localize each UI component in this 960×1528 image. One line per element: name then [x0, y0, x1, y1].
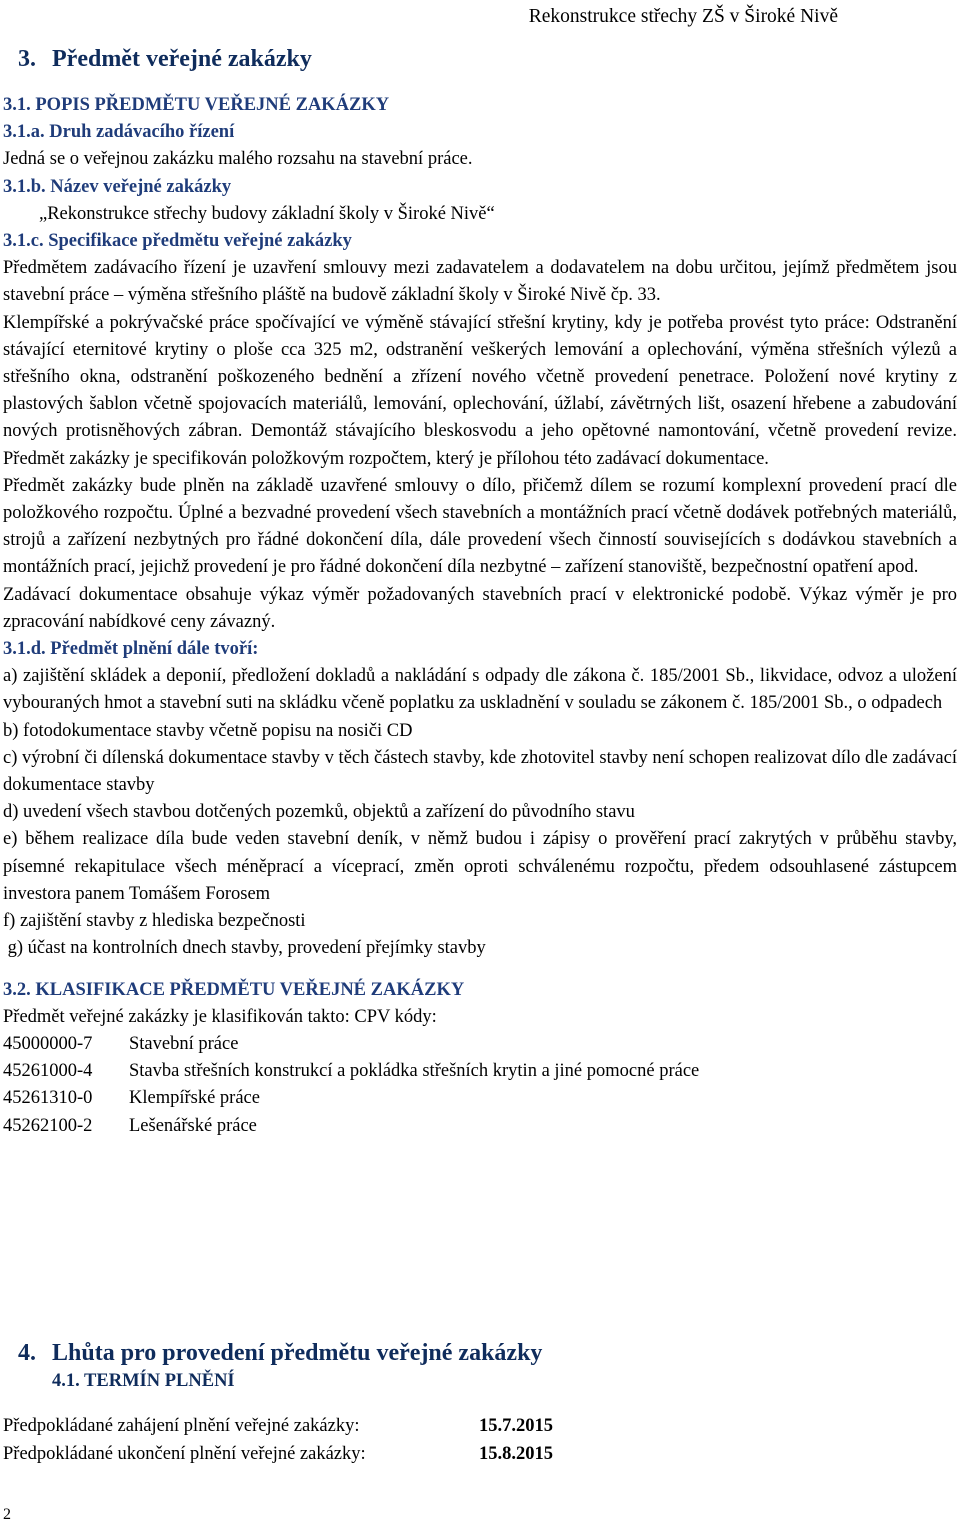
list-item: d) uvedení všech stavbou dotčených pozemků, objektů a zařízení do původního stavu [3, 802, 635, 823]
start-date-value: 15.7.2015 [479, 1416, 553, 1436]
list-item: e) během realizace díla bude veden stavební deník, v němž budou i zápisy o prověření prací zakrytých v průběhu stavby, písemné rekapitulace všech méněprací a víceprací, změn oproti schválenému rozpočtu, předem odsouhlasené zástupcem investora panem Tomášem Forosem [3, 829, 957, 904]
end-date-label: Předpokládané ukončení plnění veřejné zakázky: [3, 1444, 366, 1464]
subsection-3-1-c-heading: 3.1.c. Specifikace předmětu veřejné zakázky [3, 231, 352, 252]
cpv-label: Klempířské práce [129, 1088, 260, 1109]
page-number: 2 [3, 1506, 11, 1523]
section-title: Lhůta pro provedení předmětu veřejné zakázky [52, 1340, 543, 1366]
cpv-row [3, 1085, 957, 1112]
cpv-code: 45000000-7 [3, 1033, 93, 1054]
list-item: c) výrobní či dílenská dokumentace stavby v těch částech stavby, kde zhotovitel stavby není schopen realizovat dílo dle zadávací dokumentace stavby [3, 747, 957, 796]
cpv-code: 45261310-0 [3, 1088, 93, 1109]
section-number: 3. [18, 46, 36, 72]
start-date-label: Předpokládané zahájení plnění veřejné zakázky: [3, 1416, 360, 1436]
cpv-intro: Předmět veřejné zakázky je klasifikován takto: CPV kódy: [3, 1006, 437, 1027]
cpv-code: 45261000-4 [3, 1061, 93, 1082]
spec-paragraph-3: Předmět zakázky bude plněn na základě uzavřené smlouvy o dílo, přičemž dílem se rozumí komplexní provedení prací dle položkového rozpočtu. Úplné a bezvadné provedení všech stavebních a montážních prací včetně dodávek potřebných materiálů, strojů a zařízení nezbytných pro řádné dokončení díla, dále provedení všech činností souvisejících s dodávkou stavebních a montážních prací, jejichž provedení je pro řádné dokončení díla nezbytné – zařízení stanoviště, bezpečnostní opatření apod. [3, 475, 957, 578]
spec-paragraph-1: Předmětem zadávacího řízení je uzavření smlouvy mezi zadavatelem a dodavatelem na dobu určitou, jejímž předmětem jsou stavební práce – výměna střešního pláště na budově základní školy v Široké Nivě čp. 33. [3, 258, 957, 306]
cpv-row [3, 1031, 957, 1058]
section-title: Předmět veřejné zakázky [52, 46, 312, 72]
cpv-code: 45262100-2 [3, 1115, 93, 1136]
list-item: g) účast na kontrolních dnech stavby, provedení přejímky stavby [3, 938, 486, 959]
section-number: 4. [18, 1340, 36, 1366]
procedure-type-text: Jedná se o veřejnou zakázku malého rozsahu na stavební práce. [3, 149, 473, 170]
subsection-3-2-heading: 3.2. KLASIFIKACE PŘEDMĚTU VEŘEJNÉ ZAKÁZKY [3, 979, 465, 1000]
cpv-label: Stavební práce [129, 1033, 239, 1054]
cpv-label: Lešenářské práce [129, 1115, 257, 1136]
cpv-row [3, 1113, 957, 1140]
section-4-heading [18, 1340, 542, 1367]
section-3-heading [18, 46, 312, 73]
list-item: b) fotodokumentace stavby včetně popisu na nosiči CD [3, 720, 413, 741]
spec-paragraph-4: Zadávací dokumentace obsahuje výkaz výměr požadovaných stavebních prací v elektronické podobě. Výkaz výměr je pro zpracování nabídkové ceny závazný. [3, 584, 957, 632]
list-item: f) zajištění stavby z hlediska bezpečnosti [3, 911, 306, 932]
start-date-row [3, 1412, 553, 1440]
running-header: Rekonstrukce střechy ZŠ v Široké Nivě [528, 6, 838, 27]
spacer [3, 963, 957, 977]
subsection-4-1-heading: 4.1. TERMÍN PLNĚNÍ [52, 1371, 235, 1391]
subsection-3-1-a-heading: 3.1.a. Druh zadávacího řízení [3, 122, 235, 143]
spec-paragraph-2: Klempířské a pokrývačské práce spočívající ve výměně stávající střešní krytiny, kdy je potřeba provést tyto práce: Odstranění stávající eternitové krytiny o ploše cca 325 m2, odstranění veškerých lemování a oplechování, výměna střešních výlezů a střešního okna, odstranění poškozeného bednění a zřízení nového včetně provedení penetrace. Položení nové krytiny z plastových šablon včetně spojovacích materiálů, lemování, oplechování, úžlabí, závětrných lišt, osazení hřebene a zabudování nových protisněhových zábran. Demontáž stávajícího bleskosvodu a jeho opětovné namontování, včetně provedení revize. Předmět zakázky je specifikován položkovým rozpočtem, který je přílohou této zadávací dokumentace. [3, 312, 957, 469]
end-date-row [3, 1440, 553, 1468]
contract-name-text: „Rekonstrukce střechy budovy základní školy v Široké Nivě“ [39, 203, 495, 224]
schedule-dates [3, 1412, 553, 1468]
cpv-row [3, 1058, 957, 1085]
cpv-label: Stavba střešních konstrukcí a pokládka střešních krytin a jiné pomocné práce [129, 1061, 700, 1082]
subsection-3-1-b-heading: 3.1.b. Název veřejné zakázky [3, 176, 232, 197]
list-item: a) zajištění skládek a deponií, předložení dokladů a nakládání s odpady dle zákona č. 185/2001 Sb., likvidace, odvoz a uložení vybouraných hmot a stavební suti na skládku včeně poplatku za uskladnění v souladu se zákonem č. 185/2001 Sb., o odpadech [3, 666, 957, 714]
subsection-3-1-d-heading: 3.1.d. Předmět plnění dále tvoří: [3, 639, 259, 660]
subsection-3-1-heading: 3.1. POPIS PŘEDMĚTU VEŘEJNÉ ZAKÁZKY [3, 95, 390, 115]
end-date-value: 15.8.2015 [479, 1444, 553, 1464]
document-body [3, 92, 957, 1140]
